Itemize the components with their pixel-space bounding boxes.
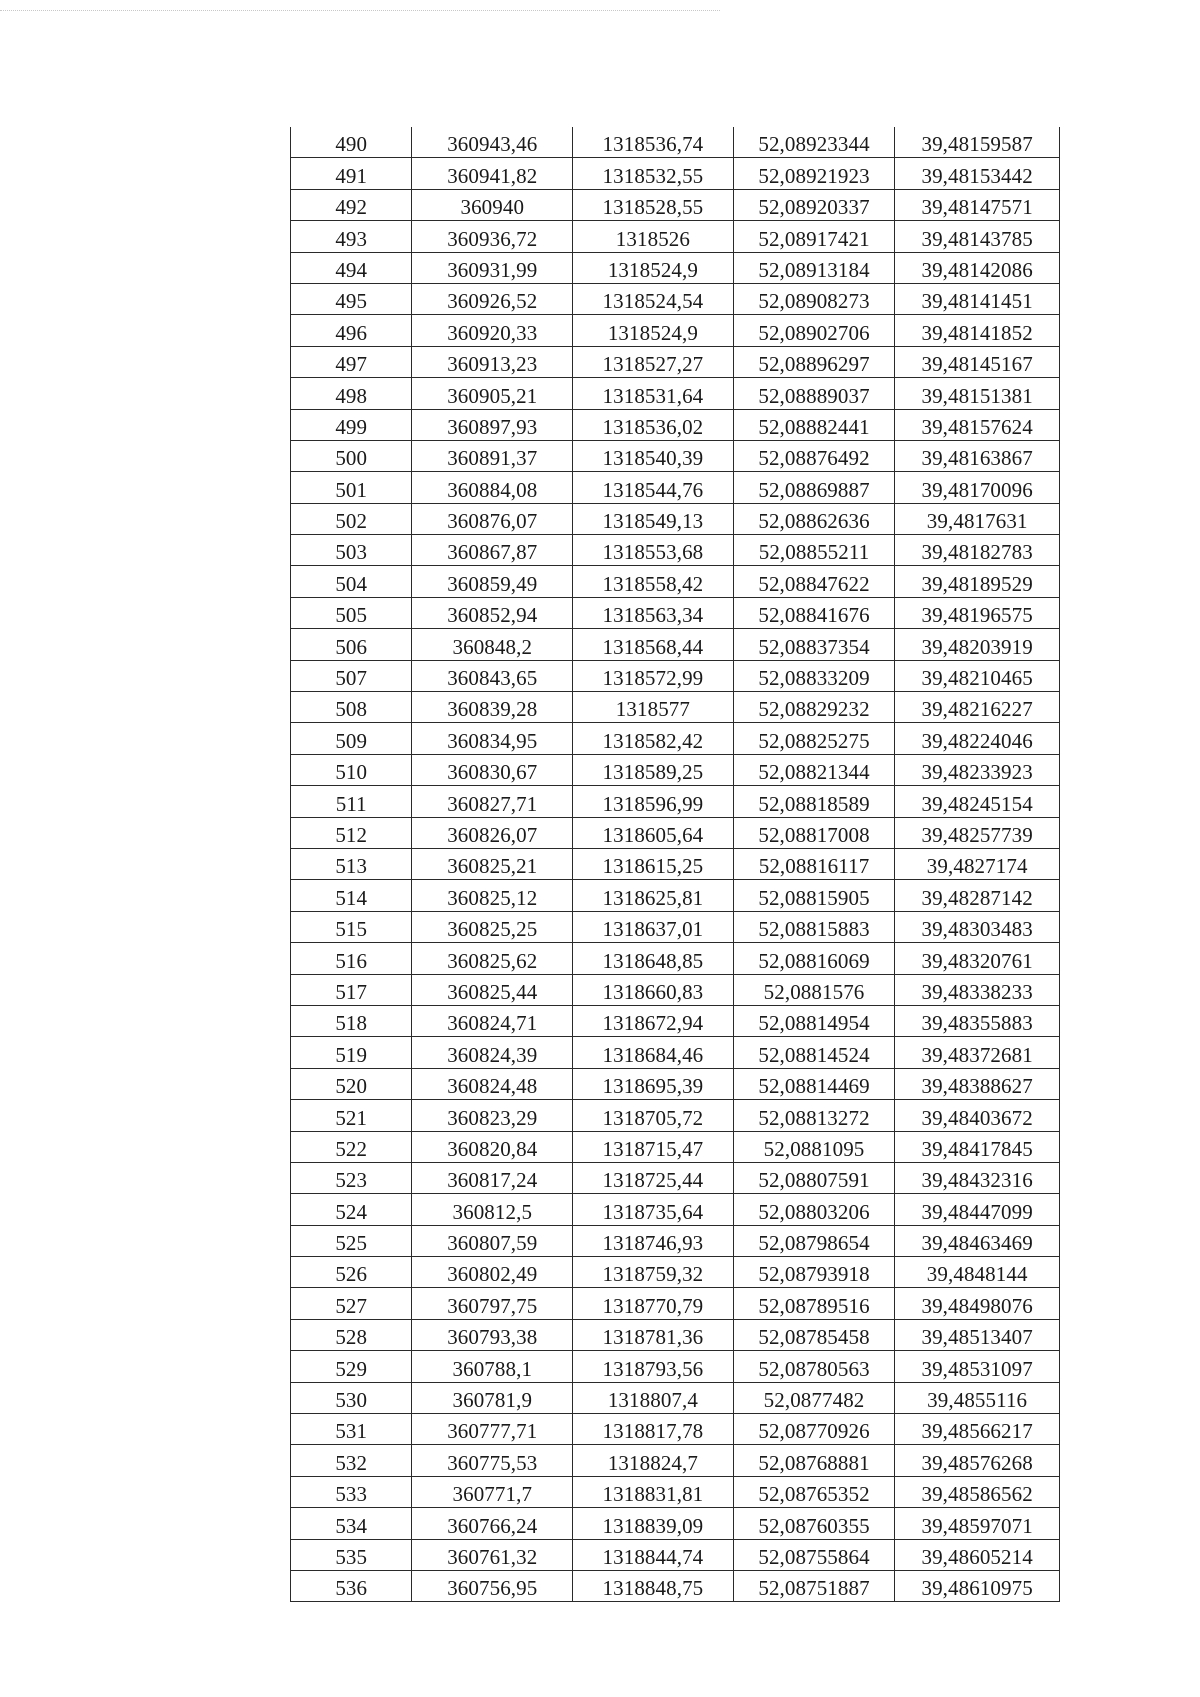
y-coordinate-cell: 1318660,83 xyxy=(573,974,734,1005)
x-coordinate-cell: 360825,62 xyxy=(412,943,573,974)
point-number-cell: 502 xyxy=(291,503,412,534)
table-row xyxy=(291,629,1060,660)
y-coordinate-cell: 1318527,27 xyxy=(573,346,734,377)
table-row xyxy=(291,409,1060,440)
x-coordinate-cell: 360807,59 xyxy=(412,1225,573,1256)
point-number-cell: 507 xyxy=(291,660,412,691)
table-row xyxy=(291,535,1060,566)
point-number-cell: 494 xyxy=(291,252,412,283)
longitude-cell: 39,48170096 xyxy=(895,472,1060,503)
longitude-cell: 39,4848144 xyxy=(895,1257,1060,1288)
coordinates-table xyxy=(290,127,1060,1602)
latitude-cell: 52,08768881 xyxy=(733,1445,895,1476)
x-coordinate-cell: 360897,93 xyxy=(412,409,573,440)
longitude-cell: 39,48388627 xyxy=(895,1068,1060,1099)
table-row xyxy=(291,1194,1060,1225)
coordinates-table-body xyxy=(291,127,1060,1602)
table-row xyxy=(291,754,1060,785)
point-number-cell: 505 xyxy=(291,597,412,628)
x-coordinate-cell: 360913,23 xyxy=(412,346,573,377)
y-coordinate-cell: 1318684,46 xyxy=(573,1037,734,1068)
point-number-cell: 496 xyxy=(291,315,412,346)
table-row xyxy=(291,1037,1060,1068)
longitude-cell: 39,48403672 xyxy=(895,1100,1060,1131)
point-number-cell: 534 xyxy=(291,1508,412,1539)
longitude-cell: 39,48233923 xyxy=(895,754,1060,785)
x-coordinate-cell: 360884,08 xyxy=(412,472,573,503)
point-number-cell: 511 xyxy=(291,786,412,817)
latitude-cell: 52,08923344 xyxy=(733,127,895,158)
latitude-cell: 52,08921923 xyxy=(733,158,895,189)
point-number-cell: 499 xyxy=(291,409,412,440)
point-number-cell: 516 xyxy=(291,943,412,974)
point-number-cell: 498 xyxy=(291,378,412,409)
point-number-cell: 525 xyxy=(291,1225,412,1256)
y-coordinate-cell: 1318695,39 xyxy=(573,1068,734,1099)
longitude-cell: 39,48141852 xyxy=(895,315,1060,346)
x-coordinate-cell: 360781,9 xyxy=(412,1382,573,1413)
point-number-cell: 512 xyxy=(291,817,412,848)
longitude-cell: 39,48142086 xyxy=(895,252,1060,283)
y-coordinate-cell: 1318725,44 xyxy=(573,1162,734,1193)
longitude-cell: 39,48586562 xyxy=(895,1476,1060,1507)
table-row xyxy=(291,848,1060,879)
point-number-cell: 501 xyxy=(291,472,412,503)
y-coordinate-cell: 1318524,9 xyxy=(573,252,734,283)
y-coordinate-cell: 1318605,64 xyxy=(573,817,734,848)
table-row xyxy=(291,158,1060,189)
y-coordinate-cell: 1318526 xyxy=(573,221,734,252)
table-row xyxy=(291,503,1060,534)
latitude-cell: 52,08798654 xyxy=(733,1225,895,1256)
longitude-cell: 39,48141451 xyxy=(895,283,1060,314)
latitude-cell: 52,08908273 xyxy=(733,283,895,314)
point-number-cell: 497 xyxy=(291,346,412,377)
latitude-cell: 52,08751887 xyxy=(733,1570,895,1601)
table-row xyxy=(291,1005,1060,1036)
table-row xyxy=(291,880,1060,911)
point-number-cell: 519 xyxy=(291,1037,412,1068)
table-row xyxy=(291,943,1060,974)
point-number-cell: 531 xyxy=(291,1414,412,1445)
latitude-cell: 52,08841676 xyxy=(733,597,895,628)
longitude-cell: 39,48610975 xyxy=(895,1570,1060,1601)
latitude-cell: 52,08837354 xyxy=(733,629,895,660)
latitude-cell: 52,08814524 xyxy=(733,1037,895,1068)
point-number-cell: 530 xyxy=(291,1382,412,1413)
longitude-cell: 39,48163867 xyxy=(895,440,1060,471)
longitude-cell: 39,48463469 xyxy=(895,1225,1060,1256)
table-row xyxy=(291,346,1060,377)
x-coordinate-cell: 360826,07 xyxy=(412,817,573,848)
longitude-cell: 39,48151381 xyxy=(895,378,1060,409)
y-coordinate-cell: 1318831,81 xyxy=(573,1476,734,1507)
latitude-cell: 52,08818589 xyxy=(733,786,895,817)
point-number-cell: 503 xyxy=(291,535,412,566)
y-coordinate-cell: 1318844,74 xyxy=(573,1539,734,1570)
table-row xyxy=(291,378,1060,409)
point-number-cell: 535 xyxy=(291,1539,412,1570)
x-coordinate-cell: 360920,33 xyxy=(412,315,573,346)
table-row xyxy=(291,440,1060,471)
point-number-cell: 517 xyxy=(291,974,412,1005)
x-coordinate-cell: 360817,24 xyxy=(412,1162,573,1193)
point-number-cell: 513 xyxy=(291,848,412,879)
latitude-cell: 52,08917421 xyxy=(733,221,895,252)
longitude-cell: 39,48216227 xyxy=(895,692,1060,723)
y-coordinate-cell: 1318746,93 xyxy=(573,1225,734,1256)
point-number-cell: 520 xyxy=(291,1068,412,1099)
table-row xyxy=(291,660,1060,691)
latitude-cell: 52,08785458 xyxy=(733,1319,895,1350)
table-row xyxy=(291,692,1060,723)
latitude-cell: 52,08855211 xyxy=(733,535,895,566)
latitude-cell: 52,08815883 xyxy=(733,911,895,942)
x-coordinate-cell: 360825,25 xyxy=(412,911,573,942)
table-row xyxy=(291,1288,1060,1319)
y-coordinate-cell: 1318558,42 xyxy=(573,566,734,597)
table-row xyxy=(291,1570,1060,1601)
y-coordinate-cell: 1318536,02 xyxy=(573,409,734,440)
table-row xyxy=(291,911,1060,942)
point-number-cell: 504 xyxy=(291,566,412,597)
x-coordinate-cell: 360859,49 xyxy=(412,566,573,597)
longitude-cell: 39,48303483 xyxy=(895,911,1060,942)
x-coordinate-cell: 360905,21 xyxy=(412,378,573,409)
longitude-cell: 39,48320761 xyxy=(895,943,1060,974)
y-coordinate-cell: 1318536,74 xyxy=(573,127,734,158)
y-coordinate-cell: 1318589,25 xyxy=(573,754,734,785)
longitude-cell: 39,48566217 xyxy=(895,1414,1060,1445)
x-coordinate-cell: 360761,32 xyxy=(412,1539,573,1570)
y-coordinate-cell: 1318625,81 xyxy=(573,880,734,911)
x-coordinate-cell: 360867,87 xyxy=(412,535,573,566)
longitude-cell: 39,48147571 xyxy=(895,189,1060,220)
longitude-cell: 39,48257739 xyxy=(895,817,1060,848)
y-coordinate-cell: 1318568,44 xyxy=(573,629,734,660)
y-coordinate-cell: 1318532,55 xyxy=(573,158,734,189)
y-coordinate-cell: 1318705,72 xyxy=(573,1100,734,1131)
latitude-cell: 52,08920337 xyxy=(733,189,895,220)
longitude-cell: 39,48182783 xyxy=(895,535,1060,566)
x-coordinate-cell: 360777,71 xyxy=(412,1414,573,1445)
y-coordinate-cell: 1318549,13 xyxy=(573,503,734,534)
x-coordinate-cell: 360941,82 xyxy=(412,158,573,189)
x-coordinate-cell: 360936,72 xyxy=(412,221,573,252)
table-row xyxy=(291,974,1060,1005)
y-coordinate-cell: 1318781,36 xyxy=(573,1319,734,1350)
latitude-cell: 52,08829232 xyxy=(733,692,895,723)
point-number-cell: 536 xyxy=(291,1570,412,1601)
x-coordinate-cell: 360824,71 xyxy=(412,1005,573,1036)
table-row xyxy=(291,566,1060,597)
latitude-cell: 52,08760355 xyxy=(733,1508,895,1539)
point-number-cell: 495 xyxy=(291,283,412,314)
point-number-cell: 526 xyxy=(291,1257,412,1288)
x-coordinate-cell: 360802,49 xyxy=(412,1257,573,1288)
x-coordinate-cell: 360812,5 xyxy=(412,1194,573,1225)
point-number-cell: 492 xyxy=(291,189,412,220)
x-coordinate-cell: 360775,53 xyxy=(412,1445,573,1476)
x-coordinate-cell: 360848,2 xyxy=(412,629,573,660)
y-coordinate-cell: 1318637,01 xyxy=(573,911,734,942)
longitude-cell: 39,48210465 xyxy=(895,660,1060,691)
latitude-cell: 52,08817008 xyxy=(733,817,895,848)
point-number-cell: 529 xyxy=(291,1351,412,1382)
longitude-cell: 39,48189529 xyxy=(895,566,1060,597)
table-row xyxy=(291,1131,1060,1162)
point-number-cell: 508 xyxy=(291,692,412,723)
y-coordinate-cell: 1318770,79 xyxy=(573,1288,734,1319)
table-row xyxy=(291,315,1060,346)
y-coordinate-cell: 1318544,76 xyxy=(573,472,734,503)
table-row xyxy=(291,1225,1060,1256)
y-coordinate-cell: 1318540,39 xyxy=(573,440,734,471)
latitude-cell: 52,08793918 xyxy=(733,1257,895,1288)
point-number-cell: 510 xyxy=(291,754,412,785)
table-row xyxy=(291,1382,1060,1413)
y-coordinate-cell: 1318793,56 xyxy=(573,1351,734,1382)
x-coordinate-cell: 360940 xyxy=(412,189,573,220)
x-coordinate-cell: 360830,67 xyxy=(412,754,573,785)
longitude-cell: 39,4817631 xyxy=(895,503,1060,534)
point-number-cell: 533 xyxy=(291,1476,412,1507)
latitude-cell: 52,0881576 xyxy=(733,974,895,1005)
latitude-cell: 52,08815905 xyxy=(733,880,895,911)
x-coordinate-cell: 360891,37 xyxy=(412,440,573,471)
x-coordinate-cell: 360788,1 xyxy=(412,1351,573,1382)
latitude-cell: 52,08833209 xyxy=(733,660,895,691)
x-coordinate-cell: 360852,94 xyxy=(412,597,573,628)
table-row xyxy=(291,221,1060,252)
latitude-cell: 52,08862636 xyxy=(733,503,895,534)
latitude-cell: 52,08765352 xyxy=(733,1476,895,1507)
latitude-cell: 52,08803206 xyxy=(733,1194,895,1225)
y-coordinate-cell: 1318735,64 xyxy=(573,1194,734,1225)
x-coordinate-cell: 360793,38 xyxy=(412,1319,573,1350)
y-coordinate-cell: 1318563,34 xyxy=(573,597,734,628)
longitude-cell: 39,4855116 xyxy=(895,1382,1060,1413)
latitude-cell: 52,08913184 xyxy=(733,252,895,283)
table-row xyxy=(291,1445,1060,1476)
y-coordinate-cell: 1318672,94 xyxy=(573,1005,734,1036)
y-coordinate-cell: 1318807,4 xyxy=(573,1382,734,1413)
point-number-cell: 490 xyxy=(291,127,412,158)
table-row xyxy=(291,1068,1060,1099)
x-coordinate-cell: 360797,75 xyxy=(412,1288,573,1319)
table-row xyxy=(291,1162,1060,1193)
longitude-cell: 39,48203919 xyxy=(895,629,1060,660)
table-row xyxy=(291,1414,1060,1445)
x-coordinate-cell: 360824,48 xyxy=(412,1068,573,1099)
y-coordinate-cell: 1318553,68 xyxy=(573,535,734,566)
y-coordinate-cell: 1318528,55 xyxy=(573,189,734,220)
latitude-cell: 52,0881095 xyxy=(733,1131,895,1162)
longitude-cell: 39,48159587 xyxy=(895,127,1060,158)
table-row xyxy=(291,817,1060,848)
longitude-cell: 39,48605214 xyxy=(895,1539,1060,1570)
latitude-cell: 52,08814469 xyxy=(733,1068,895,1099)
table-row xyxy=(291,283,1060,314)
y-coordinate-cell: 1318524,9 xyxy=(573,315,734,346)
x-coordinate-cell: 360825,12 xyxy=(412,880,573,911)
latitude-cell: 52,08825275 xyxy=(733,723,895,754)
longitude-cell: 39,48287142 xyxy=(895,880,1060,911)
latitude-cell: 52,08902706 xyxy=(733,315,895,346)
latitude-cell: 52,08770926 xyxy=(733,1414,895,1445)
y-coordinate-cell: 1318848,75 xyxy=(573,1570,734,1601)
latitude-cell: 52,08789516 xyxy=(733,1288,895,1319)
x-coordinate-cell: 360825,21 xyxy=(412,848,573,879)
y-coordinate-cell: 1318572,99 xyxy=(573,660,734,691)
x-coordinate-cell: 360843,65 xyxy=(412,660,573,691)
x-coordinate-cell: 360771,7 xyxy=(412,1476,573,1507)
latitude-cell: 52,08813272 xyxy=(733,1100,895,1131)
table-row xyxy=(291,1100,1060,1131)
point-number-cell: 518 xyxy=(291,1005,412,1036)
latitude-cell: 52,0877482 xyxy=(733,1382,895,1413)
latitude-cell: 52,08876492 xyxy=(733,440,895,471)
y-coordinate-cell: 1318615,25 xyxy=(573,848,734,879)
x-coordinate-cell: 360827,71 xyxy=(412,786,573,817)
y-coordinate-cell: 1318817,78 xyxy=(573,1414,734,1445)
x-coordinate-cell: 360931,99 xyxy=(412,252,573,283)
x-coordinate-cell: 360766,24 xyxy=(412,1508,573,1539)
table-row xyxy=(291,786,1060,817)
point-number-cell: 523 xyxy=(291,1162,412,1193)
point-number-cell: 521 xyxy=(291,1100,412,1131)
latitude-cell: 52,08882441 xyxy=(733,409,895,440)
longitude-cell: 39,48372681 xyxy=(895,1037,1060,1068)
longitude-cell: 39,48417845 xyxy=(895,1131,1060,1162)
latitude-cell: 52,08869887 xyxy=(733,472,895,503)
x-coordinate-cell: 360839,28 xyxy=(412,692,573,723)
longitude-cell: 39,48157624 xyxy=(895,409,1060,440)
y-coordinate-cell: 1318715,47 xyxy=(573,1131,734,1162)
table-row xyxy=(291,1539,1060,1570)
longitude-cell: 39,48513407 xyxy=(895,1319,1060,1350)
point-number-cell: 524 xyxy=(291,1194,412,1225)
y-coordinate-cell: 1318524,54 xyxy=(573,283,734,314)
table-row xyxy=(291,1508,1060,1539)
x-coordinate-cell: 360926,52 xyxy=(412,283,573,314)
table-row xyxy=(291,252,1060,283)
longitude-cell: 39,48597071 xyxy=(895,1508,1060,1539)
x-coordinate-cell: 360823,29 xyxy=(412,1100,573,1131)
y-coordinate-cell: 1318531,64 xyxy=(573,378,734,409)
longitude-cell: 39,48245154 xyxy=(895,786,1060,817)
longitude-cell: 39,48153442 xyxy=(895,158,1060,189)
point-number-cell: 491 xyxy=(291,158,412,189)
table-row xyxy=(291,127,1060,158)
y-coordinate-cell: 1318648,85 xyxy=(573,943,734,974)
longitude-cell: 39,48143785 xyxy=(895,221,1060,252)
longitude-cell: 39,48338233 xyxy=(895,974,1060,1005)
latitude-cell: 52,08807591 xyxy=(733,1162,895,1193)
point-number-cell: 506 xyxy=(291,629,412,660)
latitude-cell: 52,08889037 xyxy=(733,378,895,409)
longitude-cell: 39,4827174 xyxy=(895,848,1060,879)
point-number-cell: 514 xyxy=(291,880,412,911)
point-number-cell: 527 xyxy=(291,1288,412,1319)
table-row xyxy=(291,472,1060,503)
y-coordinate-cell: 1318824,7 xyxy=(573,1445,734,1476)
table-row xyxy=(291,1351,1060,1382)
table-row xyxy=(291,723,1060,754)
longitude-cell: 39,48196575 xyxy=(895,597,1060,628)
table-row xyxy=(291,189,1060,220)
y-coordinate-cell: 1318582,42 xyxy=(573,723,734,754)
latitude-cell: 52,08816117 xyxy=(733,848,895,879)
longitude-cell: 39,48432316 xyxy=(895,1162,1060,1193)
table-row xyxy=(291,1476,1060,1507)
x-coordinate-cell: 360820,84 xyxy=(412,1131,573,1162)
y-coordinate-cell: 1318839,09 xyxy=(573,1508,734,1539)
table-row xyxy=(291,1257,1060,1288)
latitude-cell: 52,08821344 xyxy=(733,754,895,785)
y-coordinate-cell: 1318759,32 xyxy=(573,1257,734,1288)
point-number-cell: 515 xyxy=(291,911,412,942)
longitude-cell: 39,48145167 xyxy=(895,346,1060,377)
latitude-cell: 52,08755864 xyxy=(733,1539,895,1570)
latitude-cell: 52,08896297 xyxy=(733,346,895,377)
longitude-cell: 39,48447099 xyxy=(895,1194,1060,1225)
point-number-cell: 532 xyxy=(291,1445,412,1476)
latitude-cell: 52,08780563 xyxy=(733,1351,895,1382)
point-number-cell: 522 xyxy=(291,1131,412,1162)
x-coordinate-cell: 360943,46 xyxy=(412,127,573,158)
table-row xyxy=(291,597,1060,628)
y-coordinate-cell: 1318596,99 xyxy=(573,786,734,817)
latitude-cell: 52,08816069 xyxy=(733,943,895,974)
longitude-cell: 39,48531097 xyxy=(895,1351,1060,1382)
latitude-cell: 52,08814954 xyxy=(733,1005,895,1036)
longitude-cell: 39,48498076 xyxy=(895,1288,1060,1319)
x-coordinate-cell: 360756,95 xyxy=(412,1570,573,1601)
x-coordinate-cell: 360824,39 xyxy=(412,1037,573,1068)
longitude-cell: 39,48224046 xyxy=(895,723,1060,754)
latitude-cell: 52,08847622 xyxy=(733,566,895,597)
table-row xyxy=(291,1319,1060,1350)
longitude-cell: 39,48355883 xyxy=(895,1005,1060,1036)
x-coordinate-cell: 360876,07 xyxy=(412,503,573,534)
y-coordinate-cell: 1318577 xyxy=(573,692,734,723)
point-number-cell: 509 xyxy=(291,723,412,754)
point-number-cell: 528 xyxy=(291,1319,412,1350)
point-number-cell: 493 xyxy=(291,221,412,252)
x-coordinate-cell: 360834,95 xyxy=(412,723,573,754)
scan-artifact-line xyxy=(0,10,720,11)
longitude-cell: 39,48576268 xyxy=(895,1445,1060,1476)
x-coordinate-cell: 360825,44 xyxy=(412,974,573,1005)
point-number-cell: 500 xyxy=(291,440,412,471)
